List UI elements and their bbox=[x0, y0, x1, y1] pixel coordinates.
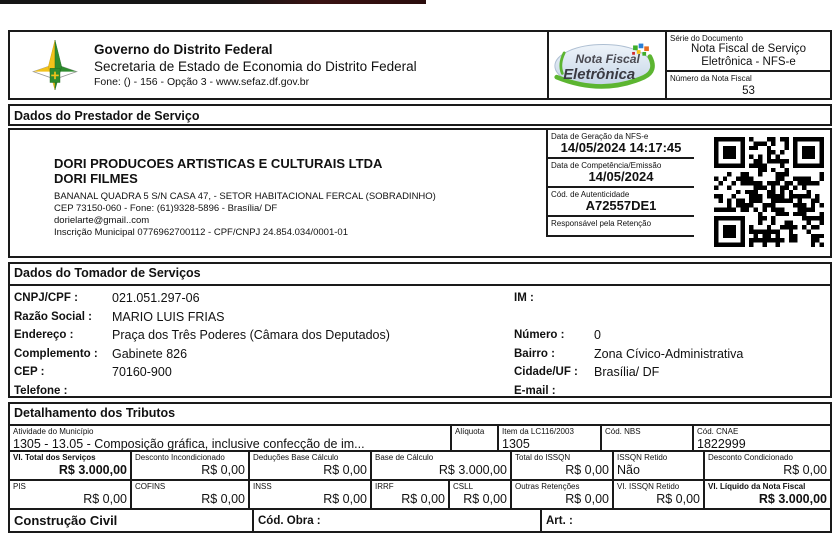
geracao-label: Data de Geração da NFS-e bbox=[551, 132, 649, 141]
prestador-section-title: Dados do Prestador de Serviço bbox=[8, 104, 832, 126]
header-issuer-block bbox=[10, 32, 547, 98]
competencia-value: 14/05/2024 bbox=[588, 169, 654, 184]
cnpj-value: 021.051.297-06 bbox=[112, 291, 200, 305]
endereco-value: Praça dos Três Poderes (Câmara dos Deputados) bbox=[112, 328, 390, 342]
header-doc-meta bbox=[665, 32, 830, 98]
top-scan-bar bbox=[0, 0, 426, 4]
tributos-section-title: Detalhamento dos Tributos bbox=[10, 404, 830, 426]
irrf-label: IRRF bbox=[375, 482, 394, 491]
vl-liquido-value: R$ 3.000,00 bbox=[758, 492, 827, 506]
nfse-document bbox=[8, 30, 832, 533]
nfe-logo-text-line1: Nota Fiscal bbox=[575, 52, 640, 67]
cofins-label: COFINS bbox=[135, 482, 166, 491]
tomador-section-title: Dados do Tomador de Serviços bbox=[10, 264, 830, 286]
org-phone-line: Fone: () - 156 - Opção 3 - www.sefaz.df.gov.br bbox=[94, 75, 310, 88]
desc-condicionado-value: R$ 0,00 bbox=[783, 463, 827, 477]
desc-condicionado-cell bbox=[705, 452, 830, 479]
issqn-retido-value: Não bbox=[617, 463, 640, 477]
retencao-label: Responsável pela Retenção bbox=[551, 219, 652, 228]
vl-issqn-retido-value: R$ 0,00 bbox=[656, 492, 700, 506]
bairro-label: Bairro : bbox=[514, 347, 555, 360]
company-inscricao: Inscrição Municipal 0776962700112 - CPF/CNPJ 24.854.034/0001-01 bbox=[54, 227, 348, 238]
item-lc-value: 1305 bbox=[502, 437, 530, 450]
desc-condicionado-label: Desconto Condicionado bbox=[708, 453, 793, 462]
aliquota-cell bbox=[452, 426, 499, 450]
prestador-section bbox=[8, 128, 832, 258]
item-lc-label: Item da LC116/2003 bbox=[502, 427, 574, 436]
serie-label: Série do Documento bbox=[670, 34, 743, 43]
csll-label: CSLL bbox=[453, 482, 474, 491]
cep-value: 70160-900 bbox=[112, 365, 172, 379]
numero-end-value: 0 bbox=[594, 328, 601, 342]
total-issqn-value: R$ 0,00 bbox=[565, 463, 609, 477]
cod-nbs-cell bbox=[602, 426, 694, 450]
item-lc-cell bbox=[499, 426, 602, 450]
desc-incondicionado-cell bbox=[132, 452, 250, 479]
prestador-dates-panel bbox=[546, 130, 694, 237]
autenticidade-value: A72557DE1 bbox=[585, 198, 657, 213]
tomador-row-cnpj bbox=[10, 289, 830, 308]
tributos-values-row1 bbox=[10, 452, 830, 481]
tributos-activity-row bbox=[10, 426, 830, 452]
complemento-value: Gabinete 826 bbox=[112, 346, 188, 361]
bairro-value: Zona Cívico-Administrativa bbox=[594, 346, 744, 361]
deducoes-base-value: R$ 0,00 bbox=[323, 463, 367, 477]
vl-liquido-label: VI. Líquido da Nota Fiscal bbox=[708, 482, 806, 491]
outras-retencoes-label: Outras Retenções bbox=[515, 482, 580, 491]
irrf-cell bbox=[372, 481, 450, 508]
nfe-logo-cell bbox=[547, 32, 665, 98]
cod-cnae-cell bbox=[694, 426, 830, 450]
geracao-cell bbox=[548, 130, 694, 159]
retencao-value bbox=[548, 228, 694, 230]
company-address-line1: BANANAL QUADRA 5 S/N CASA 47, - SETOR HABITACIONAL FERCAL (SOBRADINHO) bbox=[54, 191, 436, 202]
cidade-value: Brasília/ DF bbox=[594, 365, 660, 379]
total-servicos-cell bbox=[10, 452, 132, 479]
pis-label: PIS bbox=[13, 482, 26, 491]
pis-value: R$ 0,00 bbox=[83, 492, 127, 506]
pis-cell bbox=[10, 481, 132, 508]
base-calculo-value: R$ 3.000,00 bbox=[438, 463, 507, 477]
csll-value: R$ 0,00 bbox=[463, 492, 507, 506]
cofins-value: R$ 0,00 bbox=[201, 492, 245, 506]
nfe-logo-text-line2: Eletrônica bbox=[563, 66, 636, 83]
tomador-section bbox=[8, 262, 832, 398]
cep-label: CEP : bbox=[14, 366, 45, 378]
cofins-cell bbox=[132, 481, 250, 508]
aliquota-label: Alíquota bbox=[455, 427, 485, 436]
serie-value: Nota Fiscal de Serviço Eletrônica - NFS-e bbox=[690, 43, 807, 68]
total-servicos-label: VI. Total dos Serviços bbox=[13, 453, 96, 462]
base-calculo-cell bbox=[372, 452, 512, 479]
qr-code bbox=[714, 137, 824, 247]
construcao-civil-title: Construção Civil bbox=[10, 510, 254, 531]
prestador-company-block bbox=[54, 156, 436, 239]
csll-cell bbox=[450, 481, 512, 508]
razao-label: Razão Social : bbox=[14, 310, 92, 323]
cidade-label: Cidade/UF : bbox=[514, 366, 578, 378]
base-calculo-label: Base de Cálculo bbox=[375, 453, 434, 462]
complemento-label: Complemento : bbox=[14, 347, 98, 360]
numero-value: 53 bbox=[742, 85, 755, 97]
telefone-value bbox=[112, 382, 514, 401]
cod-cnae-value: 1822999 bbox=[697, 437, 746, 450]
tributos-values-row2 bbox=[10, 481, 830, 510]
total-issqn-label: Total do ISSQN bbox=[515, 453, 571, 462]
outras-retencoes-value: R$ 0,00 bbox=[565, 492, 609, 506]
tomador-row-cep bbox=[10, 363, 830, 382]
deducoes-base-label: Deduções Base Cálculo bbox=[253, 453, 339, 462]
atividade-cell bbox=[10, 426, 452, 450]
total-servicos-value: R$ 3.000,00 bbox=[58, 463, 127, 477]
cod-cnae-label: Cód. CNAE bbox=[697, 427, 739, 436]
tomador-row-endereco bbox=[10, 326, 830, 345]
construcao-civil-row bbox=[10, 510, 830, 531]
telefone-label: Telefone : bbox=[14, 384, 68, 397]
desc-incondicionado-label: Desconto Incondicionado bbox=[135, 453, 225, 462]
art-label: Art. : bbox=[546, 514, 573, 527]
gdf-coat-of-arms-icon bbox=[30, 36, 80, 94]
tributos-section bbox=[8, 402, 832, 533]
deducoes-base-cell bbox=[250, 452, 372, 479]
issqn-retido-cell bbox=[614, 452, 705, 479]
vl-liquido-cell bbox=[705, 481, 830, 508]
document-header bbox=[8, 30, 832, 100]
im-label: IM : bbox=[514, 292, 534, 304]
company-trade-name: DORI FILMES bbox=[54, 171, 138, 186]
irrf-value: R$ 0,00 bbox=[401, 492, 445, 506]
company-email: dorielarte@gmail..com bbox=[54, 215, 150, 226]
tomador-fields bbox=[10, 286, 830, 400]
inss-cell bbox=[250, 481, 372, 508]
numero-label: Número da Nota Fiscal bbox=[670, 74, 752, 83]
atividade-label: Atividade do Município bbox=[13, 427, 94, 436]
company-address-line2: CEP 73150-060 - Fone: (61)9328-5896 - Brasília/ DF bbox=[54, 203, 278, 214]
atividade-value: 1305 - 13.05 - Composição gráfica, inclusive confecção de im... bbox=[13, 437, 365, 450]
geracao-value: 14/05/2024 14:17:45 bbox=[560, 140, 682, 155]
org-name: Governo do Distrito Federal bbox=[94, 41, 273, 57]
company-name: DORI PRODUCOES ARTISTICAS E CULTURAIS LTDA bbox=[54, 156, 383, 171]
cod-obra-label: Cód. Obra : bbox=[254, 510, 542, 531]
org-department: Secretaria de Estado de Economia do Distrito Federal bbox=[94, 58, 417, 74]
numero-end-label: Número : bbox=[514, 329, 565, 341]
tomador-row-complemento bbox=[10, 345, 830, 364]
endereco-label: Endereço : bbox=[14, 329, 74, 341]
tomador-row-telefone bbox=[10, 382, 830, 401]
email-label: E-mail : bbox=[514, 384, 556, 397]
tomador-row-razao bbox=[10, 308, 830, 327]
competencia-cell bbox=[548, 159, 694, 188]
autenticidade-cell bbox=[548, 188, 694, 217]
issuer-text bbox=[94, 41, 417, 90]
outras-retencoes-cell bbox=[512, 481, 614, 508]
cod-nbs-label: Cód. NBS bbox=[605, 427, 641, 436]
competencia-label: Data de Competência/Emissão bbox=[551, 161, 662, 170]
numero-cell bbox=[667, 72, 830, 98]
retencao-cell bbox=[548, 217, 694, 237]
total-issqn-cell bbox=[512, 452, 614, 479]
vl-issqn-retido-label: VI. ISSQN Retido bbox=[617, 482, 680, 491]
inss-value: R$ 0,00 bbox=[323, 492, 367, 506]
serie-cell bbox=[667, 32, 830, 72]
issqn-retido-label: ISSQN Retido bbox=[617, 453, 668, 462]
desc-incondicionado-value: R$ 0,00 bbox=[201, 463, 245, 477]
cnpj-label: CNPJ/CPF : bbox=[14, 292, 78, 304]
razao-value: MARIO LUIS FRIAS bbox=[112, 309, 225, 324]
autenticidade-label: Cód. de Autenticidade bbox=[551, 190, 630, 199]
vl-issqn-retido-cell bbox=[614, 481, 705, 508]
inss-label: INSS bbox=[253, 482, 272, 491]
nfe-logo bbox=[551, 38, 663, 92]
